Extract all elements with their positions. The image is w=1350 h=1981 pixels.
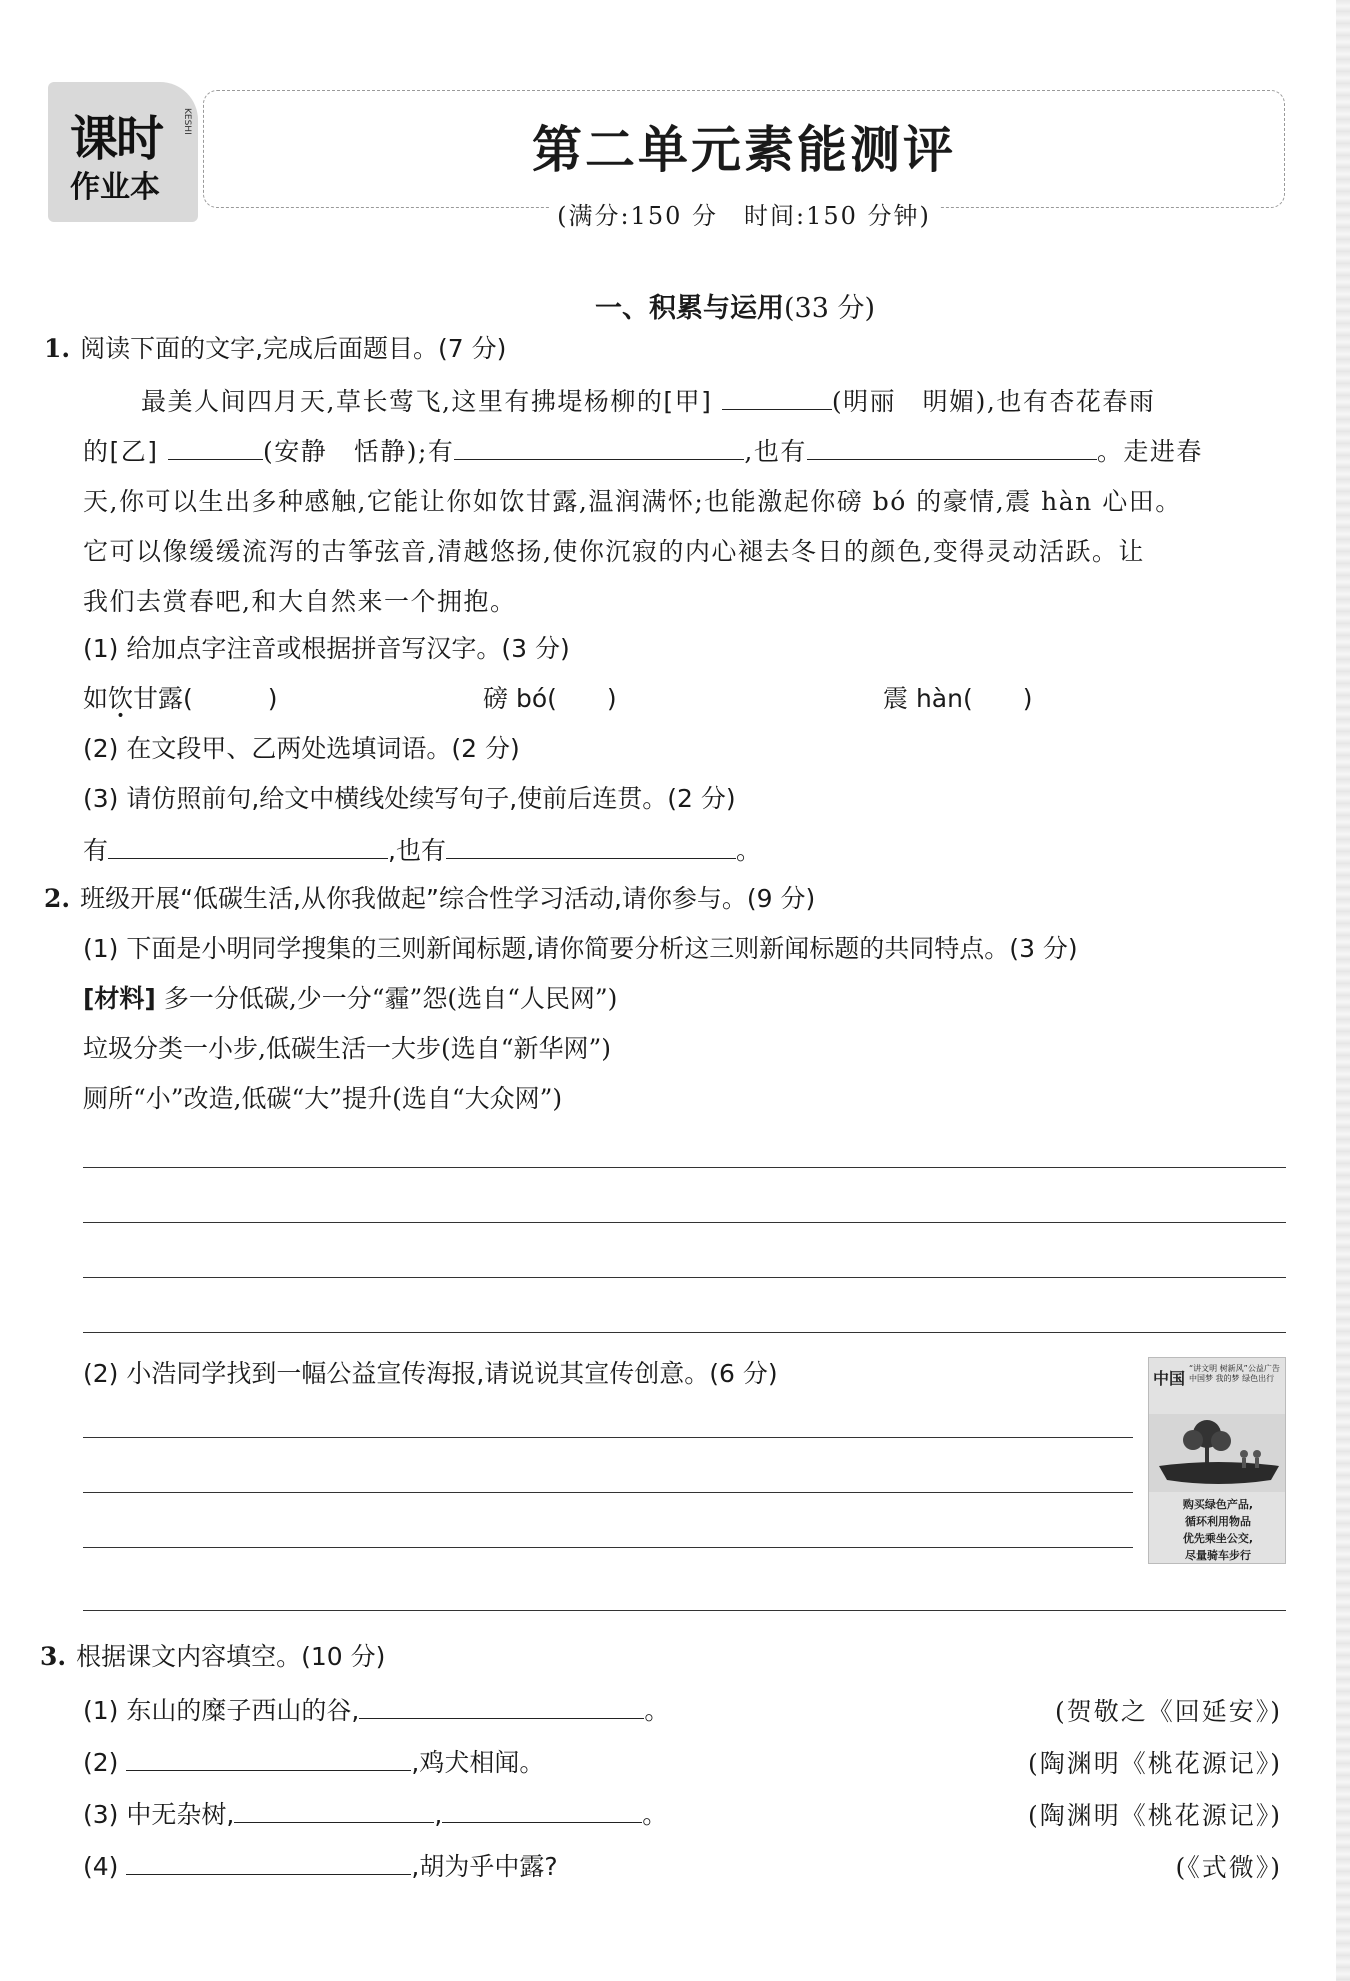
- q3-item-1: [83, 1692, 669, 1728]
- source-citation: (陶渊明《桃花源记》): [1027, 1801, 1282, 1830]
- answer-blank[interactable]: [446, 832, 736, 859]
- reading-passage: [83, 377, 1293, 627]
- q3-item-3: [83, 1796, 667, 1832]
- q1-sub1-item-c[interactable]: 震 hàn( ): [883, 684, 1033, 713]
- fill-text: ,也有: [388, 836, 446, 865]
- poster-slogan-line: 尽量骑车步行: [1185, 1549, 1251, 1562]
- poster-slogan-line: 循环利用物品: [1185, 1515, 1251, 1528]
- section-heading: [0, 286, 1350, 325]
- answer-blank[interactable]: [234, 1796, 434, 1823]
- item-text: ,胡为乎中露?: [411, 1852, 558, 1881]
- passage-text: 甘露,温润满怀;也能激起你磅 bó 的豪情,震 hàn 心田。: [525, 487, 1182, 516]
- item-label: (1) 东山的糜子西山的谷,: [83, 1696, 360, 1725]
- score-time-info: [203, 196, 1285, 231]
- answer-line[interactable]: [83, 1167, 1286, 1168]
- answer-line[interactable]: [83, 1277, 1286, 1278]
- q1-sub3-fill: [83, 832, 761, 868]
- fill-text: 。: [735, 836, 761, 865]
- passage-text: 。走进春: [1096, 437, 1203, 466]
- question-2: [44, 882, 815, 916]
- item-text: ,鸡犬相闻。: [411, 1748, 545, 1777]
- answer-line[interactable]: [83, 1610, 1286, 1611]
- dotted-character: 饮: [108, 684, 134, 713]
- item-text: 。: [642, 1800, 668, 1829]
- answer-line[interactable]: [83, 1222, 1286, 1223]
- passage-text: 最美人间四月天,草长莺飞,这里有拂堤杨柳的: [141, 387, 664, 416]
- logo-tiny-text: KESHI: [182, 108, 192, 135]
- blank-yi[interactable]: [168, 433, 263, 460]
- q3-item-2: [83, 1744, 544, 1780]
- dotted-character: 饮: [499, 487, 526, 516]
- blank-jia[interactable]: [722, 383, 832, 410]
- answer-line[interactable]: [83, 1547, 1133, 1548]
- poster-illustration: [1149, 1414, 1286, 1492]
- poster-heading: “讲文明 树新风”公益广告 中国梦 我的梦 绿色出行: [1189, 1364, 1280, 1383]
- poster-logo: 中国: [1153, 1369, 1186, 1388]
- answer-blank[interactable]: [126, 1848, 411, 1875]
- passage-line: [83, 477, 1293, 527]
- source-citation: (贺敬之《回延安》): [1054, 1697, 1282, 1726]
- question-number: 2.: [44, 884, 71, 913]
- answer-blank[interactable]: [126, 1744, 411, 1771]
- passage-line: [83, 377, 1293, 427]
- q2-sub2-prompt: (2) 小浩同学找到一幅公益宣传海报,请说说其宣传创意。(6 分): [83, 1359, 778, 1388]
- fill-text: 有: [83, 836, 109, 865]
- passage-text: 天,你可以生出多种感触,它能让你如: [83, 487, 500, 516]
- material-line-3: 厕所“小”改造,低碳“大”提升(选自“大众网”): [83, 1084, 563, 1113]
- answer-blank[interactable]: [108, 832, 388, 859]
- score-time-text: (满分:150 分 时间:150 分钟): [549, 202, 939, 230]
- marker-yi: [乙]: [109, 437, 159, 466]
- question-number: 3.: [40, 1642, 67, 1671]
- q1-sub1-item-a[interactable]: [83, 682, 278, 716]
- passage-text: ,也有: [744, 437, 807, 466]
- q1-sub3-prompt: (3) 请仿照前句,给文中横线处续写句子,使前后连贯。(2 分): [83, 784, 736, 813]
- section-heading-text: 一、积累与运用: [594, 293, 784, 324]
- item-label: (3) 中无杂树,: [83, 1800, 235, 1829]
- blank-continue-1[interactable]: [454, 433, 744, 460]
- question-1: [44, 332, 506, 366]
- answer-blank[interactable]: [442, 1796, 642, 1823]
- question-prompt: 班级开展“低碳生活,从你我做起”综合性学习活动,请你参与。(9 分): [80, 884, 816, 913]
- answer-line[interactable]: [83, 1492, 1133, 1493]
- source-citation: (《式微》): [1175, 1853, 1282, 1882]
- word-options-2: (安静 恬静);有: [262, 437, 455, 466]
- material-line-2: 垃圾分类一小步,低碳生活一大步(选自“新华网”): [83, 1034, 612, 1063]
- item-label: (2): [83, 1748, 119, 1777]
- answer-line[interactable]: [83, 1332, 1286, 1333]
- q1-sub1-prompt: (1) 给加点字注音或根据拼音写汉字。(3 分): [83, 634, 570, 663]
- item-text: ,: [434, 1800, 443, 1829]
- passage-line: [83, 427, 1293, 477]
- item-label: (4): [83, 1852, 119, 1881]
- passage-line: 我们去赏春吧,和大自然来一个拥抱。: [83, 587, 517, 616]
- item-text: 甘露( ): [133, 684, 278, 713]
- answer-blank[interactable]: [359, 1692, 644, 1719]
- public-service-poster: [1148, 1357, 1286, 1564]
- material-text: 多一分低碳,少一分“霾”怨(选自“人民网”): [163, 984, 618, 1013]
- answer-line[interactable]: [83, 1437, 1133, 1438]
- poster-slogan: [1149, 1496, 1286, 1564]
- word-options-1: (明丽 明媚),也有杏花春雨: [831, 387, 1156, 416]
- book-logo: [48, 82, 198, 222]
- q3-item-4: [83, 1848, 558, 1884]
- material-line-1: [83, 982, 617, 1016]
- passage-line: 它可以像缓缓流泻的古筝弦音,清越悠扬,使你沉寂的内心褪去冬日的颜色,变得灵动活跃。让: [83, 537, 1145, 566]
- q1-sub2-prompt: (2) 在文段甲、乙两处选填词语。(2 分): [83, 734, 520, 763]
- q1-sub1-item-b[interactable]: 磅 bó( ): [483, 684, 617, 713]
- passage-text: 的: [83, 437, 110, 466]
- question-number: 1.: [44, 334, 71, 363]
- item-text: 。: [644, 1696, 670, 1725]
- material-tag: [材料]: [83, 984, 156, 1013]
- blank-continue-2[interactable]: [807, 433, 1097, 460]
- poster-slogan-line: 购买绿色产品,: [1182, 1498, 1254, 1511]
- logo-top-text: 课时: [70, 111, 163, 167]
- question-prompt: 根据课文内容填空。(10 分): [76, 1642, 386, 1671]
- section-points: (33 分): [783, 293, 875, 324]
- page-title: 第二单元素能测评: [532, 121, 956, 179]
- source-citation: (陶渊明《桃花源记》): [1027, 1749, 1282, 1778]
- q2-sub1-prompt: (1) 下面是小明同学搜集的三则新闻标题,请你简要分析这三则新闻标题的共同特点。(3 分): [83, 934, 1078, 963]
- item-text: 如: [83, 684, 109, 713]
- question-3: [40, 1640, 385, 1674]
- poster-slogan-line: 优先乘坐公交,: [1182, 1532, 1254, 1545]
- logo-bottom-text: 作业本: [70, 170, 160, 205]
- marker-jia: [甲]: [663, 387, 713, 416]
- question-prompt: 阅读下面的文字,完成后面题目。(7 分): [80, 334, 507, 363]
